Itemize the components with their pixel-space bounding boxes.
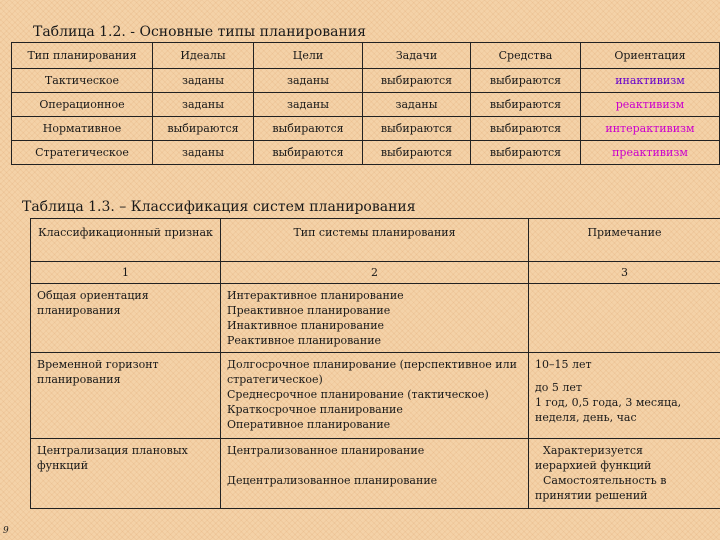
column-number: 1 <box>31 262 221 284</box>
note-line: принятии решений <box>535 489 648 502</box>
table-1-2-title: Таблица 1.2. - Основные типы планирования <box>33 24 366 40</box>
feature-line: Централизация плановых <box>37 444 188 457</box>
type-line: Оперативное планирование <box>227 418 391 431</box>
table-cell: заданы <box>153 93 254 117</box>
note-line: до 5 лет <box>535 381 582 394</box>
table-cell: заданы <box>254 93 363 117</box>
header-cell: Примечание <box>529 219 720 262</box>
type-line: Преактивное планирование <box>227 304 391 317</box>
note-line: иерархией функций <box>535 459 652 472</box>
header-cell: Классификационный признак <box>31 219 221 262</box>
notes-cell <box>529 439 720 509</box>
table-row <box>31 439 720 509</box>
table-cell: заданы <box>363 93 471 117</box>
table-header-row <box>12 43 720 69</box>
type-line: Централизованное планирование <box>227 444 425 457</box>
table-row <box>31 353 720 439</box>
orientation-cell: реактивизм <box>581 93 720 117</box>
table-cell: заданы <box>254 69 363 93</box>
table-cell: заданы <box>153 141 254 165</box>
types-cell <box>221 284 529 353</box>
planning-systems-table <box>30 218 720 509</box>
type-line: стратегическое) <box>227 373 323 386</box>
table-cell: Операционное <box>12 93 153 117</box>
table-cell: Стратегическое <box>12 141 153 165</box>
types-cell <box>221 439 529 509</box>
note-line: Характеризуется <box>543 444 643 457</box>
notes-cell <box>529 353 720 439</box>
note-line: неделя, день, час <box>535 411 637 424</box>
header-cell: Средства <box>471 43 581 69</box>
type-line: Среднесрочное планирование (тактическое) <box>227 388 489 401</box>
feature-line: Временной горизонт <box>37 358 159 371</box>
table-row <box>12 93 720 117</box>
table-cell: выбираются <box>471 117 581 141</box>
type-line: Децентрализованное планирование <box>227 474 438 487</box>
notes-cell <box>529 284 720 353</box>
table-row <box>12 69 720 93</box>
feature-line: функций <box>37 459 89 472</box>
note-line: 10–15 лет <box>535 358 592 371</box>
table-row <box>12 141 720 165</box>
table-cell: выбираются <box>363 141 471 165</box>
table-cell: заданы <box>153 69 254 93</box>
header-cell: Тип планирования <box>12 43 153 69</box>
feature-cell <box>31 353 221 439</box>
table-cell: выбираются <box>363 69 471 93</box>
page-number: 9 <box>3 526 9 536</box>
orientation-cell: инактивизм <box>581 69 720 93</box>
type-line: Инактивное планирование <box>227 319 385 332</box>
feature-cell <box>31 284 221 353</box>
types-cell <box>221 353 529 439</box>
feature-cell <box>31 439 221 509</box>
header-cell: Цели <box>254 43 363 69</box>
header-cell: Задачи <box>363 43 471 69</box>
planning-types-table <box>11 42 720 165</box>
column-numbers-row <box>31 262 720 284</box>
table-cell: Нормативное <box>12 117 153 141</box>
type-line: Долгосрочное планирование (перспективное или <box>227 358 517 371</box>
table-row <box>12 117 720 141</box>
orientation-cell: преактивизм <box>581 141 720 165</box>
type-line: Интерактивное планирование <box>227 289 404 302</box>
table-cell: выбираются <box>363 117 471 141</box>
feature-line: планирования <box>37 373 121 386</box>
note-line: Самостоятельность в <box>543 474 667 487</box>
header-cell: Тип системы планирования <box>221 219 529 262</box>
table-header-row <box>31 219 720 262</box>
feature-line: Общая ориентация <box>37 289 149 302</box>
table-cell: выбираются <box>471 93 581 117</box>
table-1-3-title: Таблица 1.3. – Классификация систем планирования <box>22 199 416 215</box>
type-line: Реактивное планирование <box>227 334 382 347</box>
table-row <box>31 284 720 353</box>
header-cell: Идеалы <box>153 43 254 69</box>
table-cell: Тактическое <box>12 69 153 93</box>
orientation-cell: интерактивизм <box>581 117 720 141</box>
column-number: 3 <box>529 262 720 284</box>
type-line: Краткосрочное планирование <box>227 403 403 416</box>
feature-line: планирования <box>37 304 121 317</box>
table-cell: выбираются <box>471 141 581 165</box>
column-number: 2 <box>221 262 529 284</box>
table-cell: выбираются <box>471 69 581 93</box>
table-cell: выбираются <box>153 117 254 141</box>
table-cell: выбираются <box>254 117 363 141</box>
note-line: 1 год, 0,5 года, 3 месяца, <box>535 396 682 409</box>
table-cell: выбираются <box>254 141 363 165</box>
header-cell: Ориентация <box>581 43 720 69</box>
